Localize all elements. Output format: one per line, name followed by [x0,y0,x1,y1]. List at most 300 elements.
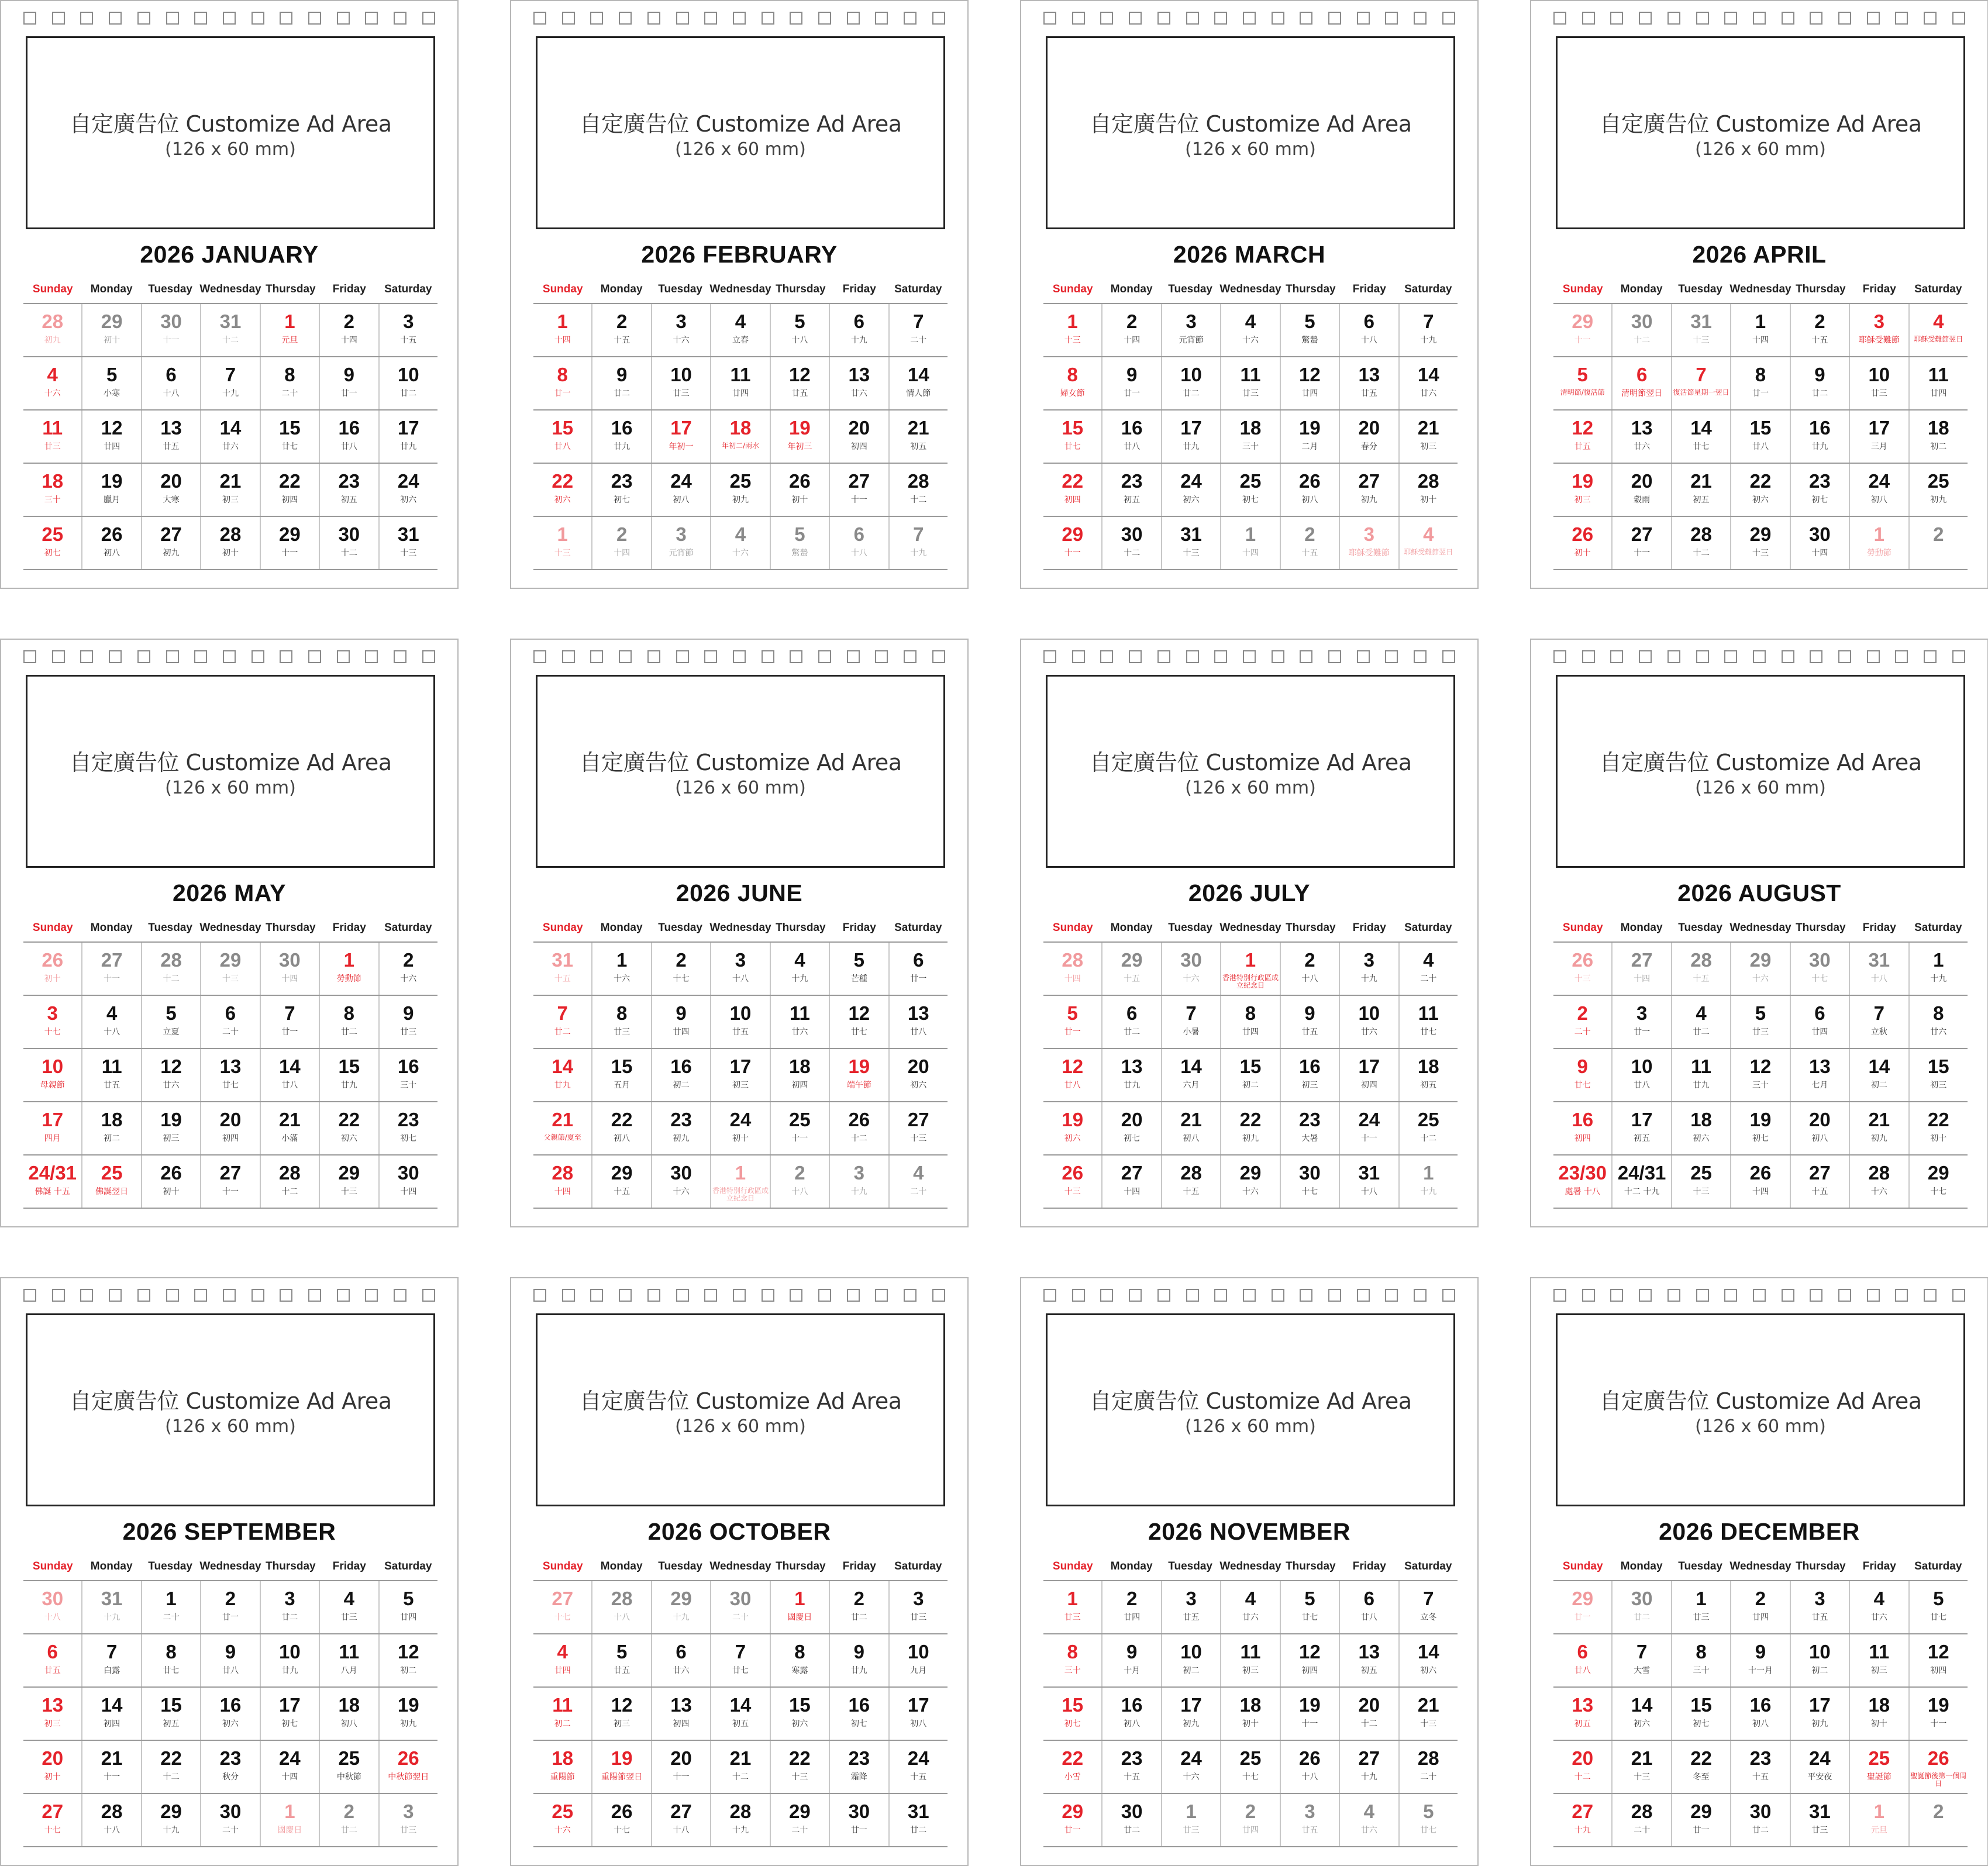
day-note: 初九 [673,1134,690,1143]
day-cell [710,357,769,409]
day-number: 1 [1696,1588,1707,1609]
day-cell [1339,1049,1398,1101]
day-cell [378,1049,437,1101]
week-row [533,304,948,357]
day-number: 27 [1358,1747,1380,1769]
day-number: 1 [1186,1801,1197,1822]
binding-hole [80,12,93,25]
day-cell [81,1102,140,1154]
day-note: 三十 [400,1081,417,1090]
binding-hole [23,1289,36,1302]
day-number: 28 [907,470,929,492]
weekday-label: Saturday [1914,283,1962,295]
weekday-header [1553,1553,1968,1581]
day-number: 17 [1358,1056,1380,1077]
day-number: 23 [1121,470,1143,492]
week-row [1553,1688,1968,1741]
day-note: 大暑 [1301,1134,1318,1143]
day-cell [319,1156,378,1208]
day-cell [1790,943,1849,995]
binding-hole [394,1289,406,1302]
day-number: 18 [338,1694,360,1716]
day-note: 廿二 [1811,389,1828,398]
binding-hole [762,12,774,25]
day-note: 初四 [1930,1666,1947,1675]
day-note: 十一 [1930,1719,1947,1729]
day-note: 十九 [732,1826,749,1835]
day-cell [591,1102,650,1154]
day-number: 16 [1299,1056,1321,1077]
weekday-label: Friday [1862,1560,1896,1572]
binding-hole [533,650,546,663]
day-note: 初七 [44,549,61,558]
binding-hole [1952,1289,1965,1302]
day-cell [1161,1581,1220,1633]
day-note: 廿七 [1420,1027,1437,1037]
ad-area [1046,36,1455,229]
day-number: 12 [101,417,123,439]
day-note: 十五 [614,1187,630,1196]
day-cell [1790,411,1849,463]
day-number: 11 [42,417,63,439]
day-cell [1790,517,1849,569]
week-row [533,1688,948,1741]
day-number: 5 [1933,1588,1944,1609]
weekday-label: Thursday [1286,283,1336,295]
binding-hole [1696,12,1709,25]
day-number: 30 [397,1162,419,1184]
day-note: 十八 [104,1826,120,1835]
binding-hole [1072,12,1085,25]
week-row [1553,1741,1968,1794]
day-cell [1280,1102,1339,1154]
day-number: 22 [789,1747,811,1769]
day-number: 9 [1126,364,1138,385]
day-note: 十三 [1693,336,1710,345]
day-cell [1908,1581,1968,1633]
day-cell [1161,1634,1220,1686]
binding-hole [223,12,236,25]
calendar-page [1530,1277,1988,1866]
day-note: 十六 [554,1826,571,1835]
day-number: 9 [1304,1002,1315,1024]
day-cell [200,1688,259,1740]
binding-hole [1328,650,1341,663]
day-note: 廿八 [1634,1081,1651,1090]
day-cell [1280,1688,1339,1740]
weekday-label: Thursday [1796,922,1846,934]
day-cell [1280,996,1339,1048]
day-cell [1398,1794,1458,1846]
binding-hole [1924,1289,1937,1302]
day-cell [1849,304,1908,356]
day-number: 27 [1572,1801,1594,1822]
day-note: 廿五 [1811,1613,1828,1622]
day-cell [1043,1794,1101,1846]
day-note: 初四 [281,495,298,505]
day-cell [1790,1581,1849,1633]
day-number: 12 [789,364,811,385]
day-cell [1101,1581,1160,1633]
day-note: 十三 [1183,549,1200,558]
day-cell [829,464,888,516]
day-number: 22 [611,1109,633,1130]
day-note: 廿八 [1064,1081,1081,1090]
weekday-label: Saturday [894,1560,942,1572]
day-note: 廿六 [222,442,239,451]
day-cell [1671,517,1730,569]
day-note: 十三 [791,1772,808,1782]
ad-area-size: (126 x 60 mm) [675,778,806,798]
binding-hole [562,12,575,25]
day-cell [1611,1688,1670,1740]
day-number: 1 [794,1588,805,1609]
day-cell [829,996,888,1048]
day-note: 十六 [1183,974,1200,984]
day-cell [651,1156,710,1208]
day-note: 十五 [1183,1187,1200,1196]
binding-hole [590,1289,603,1302]
day-number: 9 [343,364,354,385]
day-note: 廿六 [1634,442,1651,451]
day-note: 二十 [281,389,298,398]
day-number: 19 [1062,1109,1084,1130]
day-note: 二十 [1420,974,1437,984]
day-cell [1671,1581,1730,1633]
day-cell [651,517,710,569]
day-number: 2 [1933,523,1944,545]
day-cell [888,464,948,516]
day-note: 立冬 [1420,1613,1437,1622]
day-cell [378,1688,437,1740]
binding-hole [1753,650,1766,663]
week-row [1043,357,1458,411]
day-note: 母親節 [40,1081,65,1090]
day-cell [81,1741,140,1793]
day-cell [1339,464,1398,516]
day-cell [1611,464,1670,516]
binding-hole [590,12,603,25]
day-cell [1553,517,1611,569]
weekday-header [1043,276,1458,304]
calendar-page [0,0,459,589]
day-note: 十五 [1301,549,1318,558]
day-note: 廿五 [163,442,180,451]
day-number: 19 [160,1109,182,1130]
day-number: 29 [1749,523,1772,545]
day-cell [1908,1794,1968,1846]
day-number: 13 [1809,1056,1831,1077]
binding-hole [1838,1289,1851,1302]
day-number: 28 [1690,523,1712,545]
day-note: 十三 [1574,974,1591,984]
weekday-label: Friday [332,283,366,295]
day-cell [1849,1581,1908,1633]
binding-hole [1357,650,1370,663]
day-cell [141,1156,200,1208]
day-note: 初八 [1811,1134,1828,1143]
day-number: 4 [1363,1801,1374,1822]
day-number: 21 [552,1109,574,1130]
binding-hole [1895,650,1908,663]
day-note: 十三 [1064,1187,1081,1196]
week-row [533,1741,948,1794]
day-number: 6 [166,364,177,385]
day-note: 廿二 [614,389,630,398]
binding-hole [1610,12,1623,25]
day-note: 初十 [1420,495,1437,505]
week-row [533,1794,948,1847]
day-number: 31 [219,311,242,332]
day-cell [260,1156,319,1208]
day-number: 5 [403,1588,414,1609]
day-cell [591,1688,650,1740]
binding-hole [1553,650,1566,663]
day-number: 16 [1121,1694,1143,1716]
binding-hole [875,12,888,25]
binding-hole [1300,1289,1312,1302]
day-cell [888,1049,948,1101]
day-cell [378,1794,437,1846]
day-note: 廿三 [400,1826,417,1835]
day-number: 13 [670,1694,692,1716]
day-note: 廿九 [1183,442,1200,451]
day-number: 8 [794,1641,805,1663]
weekday-label: Saturday [894,922,942,934]
day-cell [23,996,81,1048]
binding-hole [1639,650,1652,663]
day-cell [651,1049,710,1101]
day-number: 12 [1572,417,1594,439]
day-note: 初十 [732,1134,749,1143]
day-number: 25 [1239,1747,1262,1769]
day-cell [533,1156,591,1208]
day-note: 初十 [1870,1719,1887,1729]
day-number: 20 [670,1747,692,1769]
binding-hole [52,12,65,25]
day-number: 20 [1809,1109,1831,1130]
day-cell [1339,1102,1398,1154]
day-number: 27 [848,470,870,492]
day-number: 16 [338,417,360,439]
day-number: 13 [1572,1694,1594,1716]
week-row [23,1741,437,1794]
day-cell [141,996,200,1048]
day-cell [1553,1634,1611,1686]
day-number: 13 [907,1002,929,1024]
day-number: 17 [907,1694,929,1716]
week-row [23,304,437,357]
day-note: 廿八 [222,1666,239,1675]
day-cell [1220,1049,1279,1101]
day-number: 7 [557,1002,568,1024]
weekday-label: Sunday [32,922,73,934]
day-note: 十六 [1242,336,1259,345]
day-cell [888,1741,948,1793]
week-row [533,1102,948,1156]
day-cell [1161,304,1220,356]
weekday-label: Monday [1110,922,1153,934]
day-number: 15 [279,417,301,439]
day-note: 年初一 [669,442,694,451]
day-cell [829,943,888,995]
binding-hole [109,650,122,663]
day-cell [260,411,319,463]
day-cell [1849,996,1908,1048]
day-note: 廿一 [1693,1826,1710,1835]
day-cell [1220,357,1279,409]
day-number: 16 [1121,417,1143,439]
day-number: 17 [397,417,419,439]
binding-hole [1696,1289,1709,1302]
day-number: 27 [1809,1162,1831,1184]
day-note: 十二 [1574,1772,1591,1782]
day-note: 廿二 [554,1027,571,1037]
day-number: 3 [913,1588,924,1609]
day-note: 耶穌受難節 [1858,336,1900,345]
day-number: 7 [284,1002,295,1024]
day-cell [1280,357,1339,409]
day-cell [1161,464,1220,516]
day-note: 十八 [1360,336,1377,345]
day-note: 十七 [614,1826,630,1835]
day-note: 廿七 [850,1027,867,1037]
day-note: 十一 [791,1134,808,1143]
day-number: 29 [611,1162,633,1184]
day-note: 初七 [1752,1134,1769,1143]
day-note: 初五 [910,442,927,451]
binding-hole [676,1289,689,1302]
binding-hole [619,650,632,663]
day-cell [591,1156,650,1208]
day-number: 7 [1873,1002,1884,1024]
day-note: 廿二 [1124,1027,1141,1037]
day-number: 24/31 [1617,1162,1666,1184]
day-number: 20 [160,470,182,492]
day-cell [829,1741,888,1793]
day-note: 十二 [163,974,180,984]
day-number: 5 [1067,1002,1078,1024]
day-note: 立秋 [1870,1027,1887,1037]
week-row [533,517,948,570]
day-note: 重陽節 [550,1772,575,1782]
day-number: 8 [1696,1641,1707,1663]
day-cell [1398,1156,1458,1208]
day-note: 廿七 [1064,442,1081,451]
day-note: 廿二 [910,1826,927,1835]
day-cell [829,304,888,356]
day-cell [260,1581,319,1633]
binding-hole [875,650,888,663]
month-title: 2026 FEBRUARY [641,241,838,268]
day-number: 2 [1814,311,1825,332]
day-cell [651,411,710,463]
day-number: 19 [848,1056,870,1077]
day-cell [1671,304,1730,356]
day-cell [533,464,591,516]
weekday-label: Tuesday [1678,283,1722,295]
day-number: 26 [611,1801,633,1822]
binding-hole [818,12,831,25]
day-note: 初五 [1124,495,1141,505]
day-cell [1849,1634,1908,1686]
calendar-page [0,639,459,1227]
day-number: 15 [611,1056,633,1077]
day-note: 廿七 [1301,1613,1318,1622]
day-note: 初五 [732,1719,749,1729]
day-note: 廿九 [1811,442,1828,451]
day-cell [1790,1794,1849,1846]
day-number: 1 [1755,311,1766,332]
day-note: 十二 [850,1134,867,1143]
day-cell [1790,1156,1849,1208]
day-note: 十九 [1360,974,1377,984]
day-cell [1339,304,1398,356]
day-number: 15 [1062,417,1084,439]
day-cell [1611,1049,1670,1101]
day-number: 14 [1417,364,1439,385]
day-number: 25 [1690,1162,1712,1184]
day-number: 10 [1631,1056,1653,1077]
day-note: 廿六 [1242,1613,1259,1622]
day-note: 處暑 十八 [1565,1187,1600,1196]
day-number: 20 [219,1109,242,1130]
week-row [1553,517,1968,570]
day-number: 28 [1180,1162,1202,1184]
day-cell [260,1634,319,1686]
day-cell [319,996,378,1048]
day-number: 4 [47,364,58,385]
day-cell [81,1688,140,1740]
day-note: 十八 [1301,974,1318,984]
day-number: 1 [735,1162,746,1184]
day-note: 十五 [910,1772,927,1782]
day-number: 23 [397,1109,419,1130]
day-cell [1790,357,1849,409]
day-cell [81,517,140,569]
day-note: 十二 [1124,549,1141,558]
day-number: 26 [789,470,811,492]
day-number: 31 [907,1801,929,1822]
day-cell [23,464,81,516]
day-number: 21 [1631,1747,1653,1769]
day-cell [1671,1156,1730,1208]
day-note: 廿二 [340,1027,357,1037]
day-cell [378,464,437,516]
week-row [1553,411,1968,464]
day-note: 耶穌受難節翌日 [1914,335,1963,343]
day-cell [1908,943,1968,995]
day-cell [1043,1102,1101,1154]
day-number: 8 [1067,1641,1078,1663]
day-number: 17 [729,1056,752,1077]
day-number: 1 [1933,949,1944,971]
day-number: 19 [1299,417,1321,439]
day-number: 6 [676,1641,687,1663]
day-cell [200,1634,259,1686]
ad-area-title: 自定廣告位 Customize Ad Area [1599,750,1922,775]
day-cell [533,1049,591,1101]
day-cell [888,943,948,995]
ad-area-size: (126 x 60 mm) [675,139,806,160]
week-row [23,517,437,570]
binding-hole [1272,650,1284,663]
day-note: 十三 [340,1187,357,1196]
binding-hole [647,650,660,663]
day-cell [1161,1156,1220,1208]
day-cell [1398,943,1458,995]
month-title: 2026 JUNE [676,879,803,906]
